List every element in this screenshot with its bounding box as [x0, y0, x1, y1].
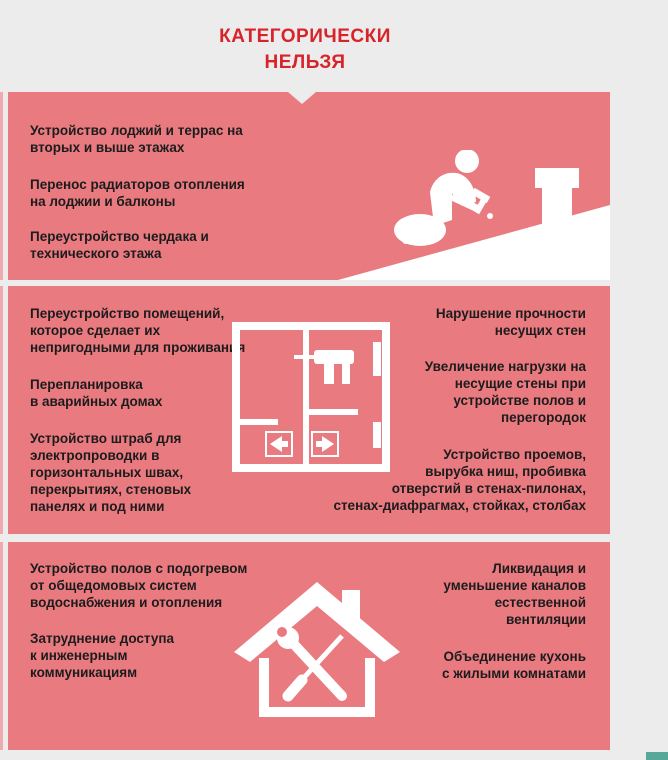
- list-item: Переустройство чердака и технического этажа: [30, 229, 209, 261]
- list-item: Перенос радиаторов отопления на лоджии и балконы: [30, 177, 245, 209]
- list-item: Перепланировка в аварийных домах: [30, 377, 163, 409]
- floor-plan-drill-icon: [228, 322, 394, 472]
- corner-mark-icon: [646, 748, 668, 760]
- list-item: Затруднение доступа к инженерным коммуникациям: [30, 631, 175, 680]
- list-item: Переустройство помещений, которое сделает их непригодными для проживания: [30, 306, 246, 355]
- list-item: Объединение кухонь с жилыми комнатами: [442, 649, 586, 681]
- list-item: Увеличение нагрузки на несущие стены при устройстве полов и перегородок: [424, 359, 586, 425]
- list-item: Устройство лоджий и террас на вторых и выше этажах: [30, 123, 243, 155]
- title-line-1: КАТЕГОРИЧЕСКИ: [219, 26, 391, 47]
- list-item: Устройство проемов, вырубка ниш, пробивка отверстий в стенах-пилонах, стенах-диафрагмах, стойках, столбах: [333, 447, 586, 513]
- panel-edge: [0, 286, 3, 534]
- panel-notch: [288, 92, 316, 104]
- panel-edge: [0, 92, 3, 280]
- title-line-2: НЕЛЬЗЯ: [264, 52, 346, 73]
- list-item: Нарушение прочности несущих стен: [435, 306, 586, 338]
- worker-on-roof-icon: [330, 150, 610, 280]
- list-item: Устройство полов с подогревом от общедомовых систем водоснабжения и отопления: [30, 561, 248, 610]
- house-tools-icon: [230, 578, 404, 728]
- list-item: Ликвидация и уменьшение каналов естественной вентиляции: [443, 561, 586, 627]
- list-item: Устройство штраб для электропроводки в горизонтальных швах, перекрытиях, стеновых панелях и под ними: [30, 431, 192, 514]
- page-title: [150, 24, 460, 76]
- panel-edge: [0, 542, 3, 750]
